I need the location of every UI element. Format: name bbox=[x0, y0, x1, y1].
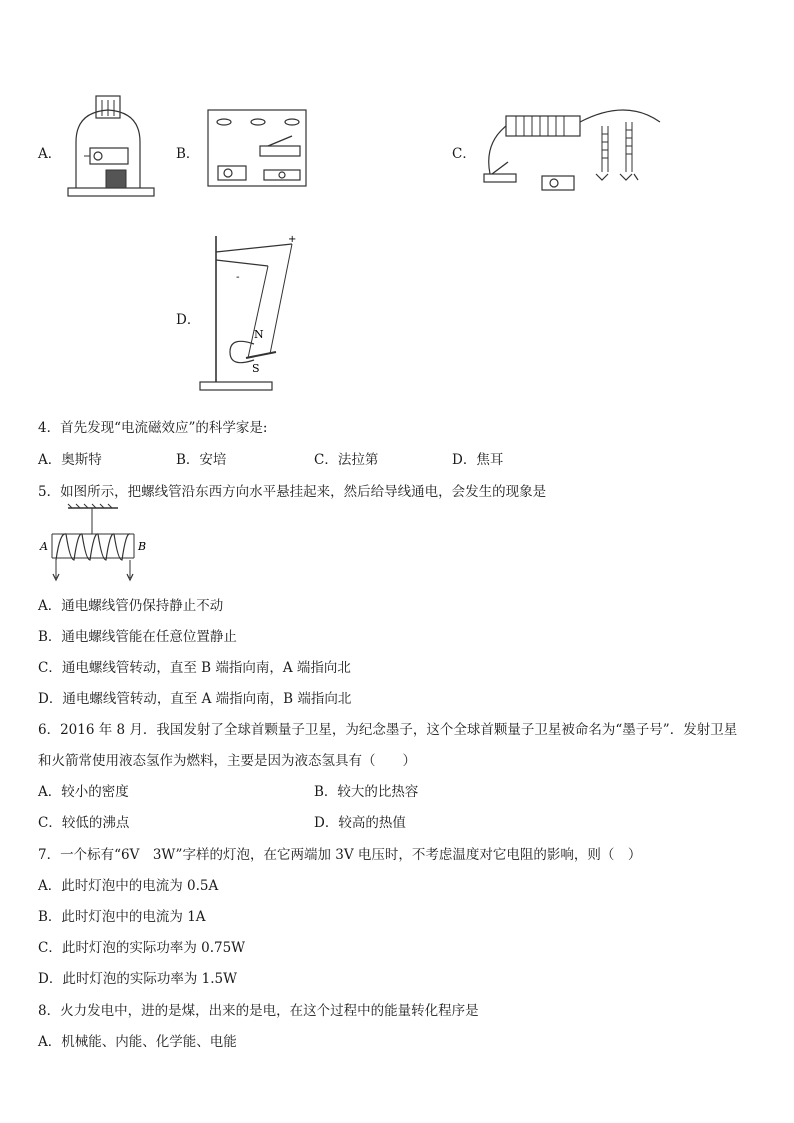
q4-option-a: A．奥斯特 bbox=[38, 452, 102, 468]
q7-option-d: D．此时灯泡的实际功率为 1.5W bbox=[38, 971, 237, 987]
q3-option-a-label: A． bbox=[38, 146, 62, 162]
q5-option-a: A．通电螺线管仍保持静止不动 bbox=[38, 598, 224, 614]
figure-d-south-label: S bbox=[252, 362, 260, 375]
q5-figure-label-a: A bbox=[40, 540, 48, 553]
q7-stem: 7．一个标有“6V 3W”字样的灯泡，在它两端加 3V 电压时，不考虑温度对它电阻的影响，则（ ） bbox=[38, 847, 642, 863]
figure-c-electromagnet bbox=[476, 104, 666, 198]
figure-d-north-label: N bbox=[254, 328, 264, 341]
q3-option-c-label: C． bbox=[452, 146, 476, 162]
figure-b-circuit-board bbox=[206, 108, 310, 190]
figure-a-bell-jar bbox=[62, 92, 158, 204]
q7-option-b: B．此时灯泡中的电流为 1A bbox=[38, 909, 206, 925]
figure-d-magnet-apparatus bbox=[196, 232, 306, 396]
q3-option-b-label: B． bbox=[176, 146, 200, 162]
figure-d-plus-label: + bbox=[288, 234, 297, 245]
figure-d-minus-label: - bbox=[236, 272, 240, 283]
q6-option-a: A．较小的密度 bbox=[38, 784, 129, 800]
q8-stem: 8．火力发电中，进的是煤，出来的是电，在这个过程中的能量转化程序是 bbox=[38, 1003, 479, 1019]
q5-option-b: B．通电螺线管能在任意位置静止 bbox=[38, 629, 237, 645]
q3-option-d-label: D． bbox=[176, 312, 201, 328]
q7-option-c: C．此时灯泡的实际功率为 0.75W bbox=[38, 940, 246, 956]
q6-stem-line1: 6．2016 年 8 月．我国发射了全球首颗量子卫星，为纪念墨子，这个全球首颗量子卫星被命名为“墨子号”．发射卫星 bbox=[38, 722, 738, 738]
q4-stem: 4．首先发现“电流磁效应”的科学家是: bbox=[38, 420, 268, 436]
q4-option-c: C．法拉第 bbox=[314, 452, 379, 468]
q7-option-a: A．此时灯泡中的电流为 0.5A bbox=[38, 878, 219, 894]
q4-option-d: D．焦耳 bbox=[452, 452, 504, 468]
q5-option-c: C．通电螺线管转动，直至 B 端指向南，A 端指向北 bbox=[38, 660, 351, 676]
q6-option-c: C．较低的沸点 bbox=[38, 815, 130, 831]
q5-figure-label-b: B bbox=[138, 540, 147, 553]
q6-stem-line2: 和火箭常使用液态氢作为燃料，主要是因为液态氢具有（ ） bbox=[38, 753, 416, 769]
q6-option-d: D．较高的热值 bbox=[314, 815, 406, 831]
q4-option-b: B．安培 bbox=[176, 452, 227, 468]
q8-option-a: A．机械能、内能、化学能、电能 bbox=[38, 1034, 237, 1050]
q5-option-d: D．通电螺线管转动，直至 A 端指向南，B 端指向北 bbox=[38, 691, 352, 707]
q6-option-b: B．较大的比热容 bbox=[314, 784, 419, 800]
q5-solenoid-figure bbox=[38, 504, 158, 582]
q5-stem: 5．如图所示，把螺线管沿东西方向水平悬挂起来，然后给导线通电，会发生的现象是 bbox=[38, 484, 547, 500]
